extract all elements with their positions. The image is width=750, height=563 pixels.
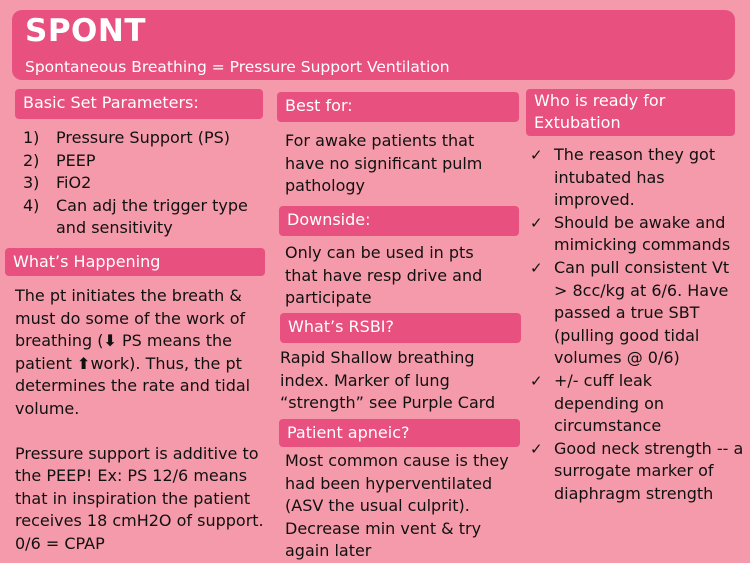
down-arrow-icon: ⬇: [103, 331, 117, 351]
item-number: 1): [23, 128, 40, 147]
up-arrow-icon: ⬆: [77, 353, 91, 373]
list-item: [23, 150, 273, 173]
checkmark-icon: ✓: [530, 146, 543, 164]
item-text: FiO2: [56, 173, 92, 193]
checklist-text: +/- cuff leak depending on circumstance: [554, 370, 665, 436]
list-item: [23, 195, 256, 240]
item-number: 3): [23, 173, 40, 193]
happening-paragraph-2: Pressure support is additive to the PEEP! Ex: PS 12/6 means that in inspiration the patient receives 18 cmH2O of support. 0/6 = CPAP: [15, 443, 264, 553]
item-number: 4): [23, 195, 40, 215]
best-for-text: For awake patients that have no significant pulm pathology: [285, 131, 483, 196]
checklist-item: [528, 212, 734, 257]
checklist-text: Can pull consistent Vt > 8cc/kg at 6/6. Have passed a true SBT (pulling good tidal volumes @ 0/6): [554, 257, 730, 368]
patient-apneic-header: Patient apneic?: [279, 419, 520, 447]
rsbi-header: What’s RSBI?: [280, 313, 521, 343]
extubation-header: Who is ready for Extubation: [526, 89, 735, 136]
list-item: [23, 127, 273, 150]
downside-text: Only can be used in pts that have resp drive and participate: [285, 243, 483, 308]
happening-paragraph-1: [15, 285, 277, 421]
title-banner: [12, 10, 735, 80]
item-text: Pressure Support (PS): [56, 128, 231, 147]
extubation-checklist: [528, 144, 744, 506]
happening-text: PS means the patient: [15, 331, 232, 373]
checklist-item: [528, 257, 738, 370]
patient-apneic-text: Most common cause is they had been hyperventilated (ASV the usual culprit). Decrease min vent & try again later: [285, 451, 509, 561]
basic-params-list: [23, 127, 273, 240]
whats-happening-body: [15, 285, 277, 556]
whats-happening-header: What’s Happening: [5, 248, 265, 276]
checkmark-icon: ✓: [530, 213, 543, 232]
happening-text: work). Thus, the pt determines the rate and tidal volume.: [15, 353, 251, 418]
checkmark-icon: ✓: [530, 258, 543, 277]
checkmark-icon: ✓: [530, 439, 543, 458]
checklist-item: [528, 438, 750, 506]
item-text: PEEP: [56, 150, 96, 170]
checklist-item: [528, 144, 739, 212]
item-number: 2): [23, 150, 40, 170]
checklist-text: Should be awake and mimicking commands: [554, 212, 731, 255]
checkmark-icon: ✓: [530, 371, 543, 390]
item-text: Can adj the trigger type and sensitivity: [56, 195, 248, 238]
checklist-text: Good neck strength -- a surrogate marker of diaphragm strength: [554, 438, 744, 503]
rsbi-text: Rapid Shallow breathing index. Marker of lung “strength” see Purple Card: [280, 348, 496, 413]
page-subtitle: Spontaneous Breathing = Pressure Support Ventilation: [25, 58, 450, 76]
happening-text: The pt initiates the breath & must do some of the work of breathing (: [15, 286, 246, 351]
page-title: SPONT: [25, 13, 146, 49]
checklist-text: The reason they got intubated has improved.: [554, 145, 716, 210]
basic-params-header: Basic Set Parameters:: [15, 89, 263, 119]
checklist-item: [528, 370, 734, 438]
list-item: [23, 172, 273, 195]
downside-header: Downside:: [279, 206, 519, 236]
best-for-header: Best for:: [277, 92, 519, 122]
